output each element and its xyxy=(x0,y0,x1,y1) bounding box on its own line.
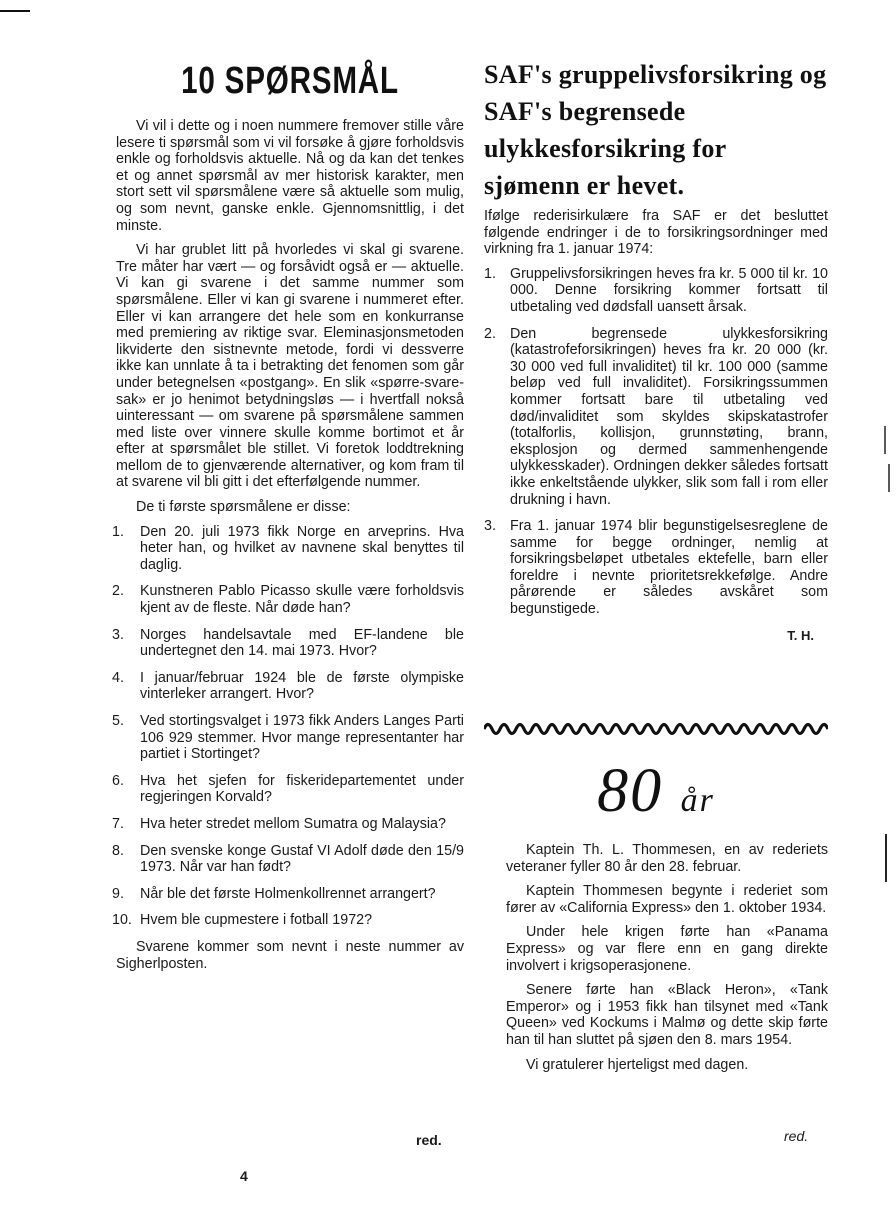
question-text: Hva het sjefen for fiskeridepartementet under regjeringen Korvald? xyxy=(140,772,464,806)
questions-list xyxy=(112,523,464,929)
question-text: I januar/februar 1924 ble de første olympiske vinterleker arrangert. Hvor? xyxy=(140,669,464,703)
question-text: Kunstneren Pablo Picasso skulle være forholdsvis kjent av de fleste. Når døde han? xyxy=(140,583,464,617)
paragraph: Vi gratulerer hjerteligst med dagen. xyxy=(526,1056,749,1073)
paragraph: Under hele krigen førte han «Panama Express» og var flere enn en gang direkte involvert i krigsoperasjonene. xyxy=(506,924,828,974)
anniversary-unit: år xyxy=(680,782,715,819)
changes-list xyxy=(484,266,828,618)
paragraph: Vi har grublet litt på hvorledes vi skal gi svarene. Tre måter har vært — og forsåvidt også er — aktuelle. Vi kan gi svarene i det samme nummer som spørsmålene. Eller vi kan gi svarene i nummeret efter. Eller vi kan arrangere det hele som en konkurranse med premiering av riktige svar. Eleminasjonsmetoden likviderte den sistnevnte metode, fordi vi dessverre ikke kan unnlate å ta i betrakting det fenomen som går under betegnelsen «postgang». En slik «spørre-svare-sak» er jo henimot betydningsløs — i hvertfall nokså uinteressant — om svarene på spørsmålene sammen med liste over vinnere skulle komme bortimot et år efter at spørsmålet ble stillet. Vi foretok loddtrekning mellom de to gjenværende alternativer, og kom fram til at svarene vil bli gitt i det efterfølgende nummer. xyxy=(116,242,464,491)
question-number: 2. xyxy=(112,583,124,600)
anniversary-body xyxy=(506,842,828,1081)
question-number: 5. xyxy=(112,713,124,729)
question-number: 1. xyxy=(112,523,124,540)
question-text: Hvem ble cupmestere i fotball 1972? xyxy=(140,912,373,929)
margin-mark xyxy=(880,420,896,500)
list-item xyxy=(112,626,464,660)
anniversary-heading xyxy=(484,756,828,827)
paragraph: Kaptein Thommesen begynte i rederiet som fører av «California Express» den 1. oktober 1934. xyxy=(506,883,828,916)
paragraph: Vi vil i dette og i noen nummere fremover stille våre lesere ti spørsmål som vi vil forsøke å gjøre forholdsvis enkle og forholdsvis aktuelle. Nå og da kan det tenkes et og annet spørsmål av mer historisk karakter, men stort sett vil spørsmålene være så aktuelle som mulig, og som nevnt, ganske enkle. Gjennomsnittlig, i det minste. xyxy=(116,118,464,234)
signature-red: red. xyxy=(416,1132,442,1148)
question-number: 8. xyxy=(112,842,124,859)
list-item xyxy=(484,326,828,509)
list-item xyxy=(112,772,464,806)
signature-initials: T. H. xyxy=(787,627,814,643)
questions-intro: De ti første spørsmålene er disse: xyxy=(136,499,351,516)
question-number: 9. xyxy=(112,885,124,902)
question-number: 6. xyxy=(112,772,124,789)
question-number: 10. xyxy=(112,912,132,929)
article-title-questions: 10 SPØRSMÅL xyxy=(181,60,399,102)
margin-mark xyxy=(880,830,896,890)
list-item xyxy=(112,583,464,617)
list-item xyxy=(484,266,828,316)
list-item xyxy=(484,518,828,618)
paragraph: Kaptein Th. L. Thommesen, en av rederiets veteraner fyller 80 år den 28. februar. xyxy=(506,842,828,875)
wavy-divider xyxy=(484,716,828,742)
item-number: 2. xyxy=(484,325,496,342)
question-text: Den 20. juli 1973 fikk Norge en arveprins. Hva heter han, og hvilket av navnene skal benyttes til daglig. xyxy=(140,523,464,573)
question-text: Den svenske konge Gustaf VI Adolf døde den 15/9 1973. Når var han født? xyxy=(140,842,464,876)
question-text: Hva heter stredet mellom Sumatra og Malaysia? xyxy=(140,815,446,832)
item-text: Fra 1. januar 1974 blir begunstigelsesreglene de samme for begge ordninger, nemlig at forsikringsbeløpet utbetales ektefelle, barn eller foreldre i nevnte prioritetsrekkefølge. Andre pårørende er således avskåret som begunstigede. xyxy=(510,518,828,618)
list-item xyxy=(112,669,464,703)
list-item xyxy=(112,885,464,903)
item-text: Gruppelivsforsikringen heves fra kr. 5 000 til kr. 10 000. Denne forsikring kommer fortsatt til utbetaling ved dødsfall uansett årsak. xyxy=(510,265,828,315)
question-number: 7. xyxy=(112,815,124,832)
list-item xyxy=(112,523,464,574)
question-text: Ved stortingsvalget i 1973 fikk Anders Langes Parti 106 929 stemmer. Hvor mange representanter har partiet i Stortinget? xyxy=(140,713,464,763)
intro-paragraph: Ifølge rederisirkulære fra SAF er det besluttet følgende endringer i de to forsikringsordninger med virkning fra 1. januar 1974: xyxy=(484,208,828,258)
paragraph: Senere førte han «Black Heron», «Tank Emperor» og i 1953 fikk han tilsynet med «Tank Queen» ved Kockums i Malmø og dette skip førte han til han sluttet på sjøen den 8. mars 1954. xyxy=(506,982,828,1048)
signature-red-italic: red. xyxy=(784,1128,809,1144)
insurance-article-body xyxy=(484,208,828,644)
corner-mark xyxy=(0,10,30,12)
questions-article-body xyxy=(112,118,464,980)
list-item xyxy=(112,842,464,876)
anniversary-number: 80 xyxy=(597,757,664,825)
question-text: Når ble det første Holmenkollrennet arrangert? xyxy=(140,885,436,902)
page-number: 4 xyxy=(240,1168,248,1184)
closing-paragraph: Svarene kommer som nevnt i neste nummer av Sigherlposten. xyxy=(116,938,464,972)
question-text: Norges handelsavtale med EF-landene ble undertegnet den 14. mai 1973. Hvor? xyxy=(140,626,464,660)
list-item xyxy=(112,713,464,763)
article-title-insurance: SAF's gruppelivsforsikring og SAF's begrensede ulykkesforsikring for sjømenn er hevet. xyxy=(484,60,827,200)
question-number: 4. xyxy=(112,669,124,686)
item-number: 1. xyxy=(484,265,496,282)
list-item xyxy=(112,815,464,833)
item-number: 3. xyxy=(484,518,496,535)
question-number: 3. xyxy=(112,626,124,643)
item-text: Den begrensede ulykkesforsikring (katastrofeforsikringen) heves fra kr. 20 000 (kr. 30 000 ved full invaliditet) til kr. 100 000 (samme beløp ved full invaliditet). Forsikringssummen kommer fortsatt bare til utbetaling ved død/invaliditet som skyldes skipskatastrofer (totalforlis, kollisjon, grunnstøting, brann, eksplosjon og dermed sammenhengende ulykkesskader). Ordningen dekker således fortsatt ikke enkeltstående ulykker, slik som fall i rom eller drukning i havn. xyxy=(510,325,828,508)
list-item xyxy=(112,912,464,929)
